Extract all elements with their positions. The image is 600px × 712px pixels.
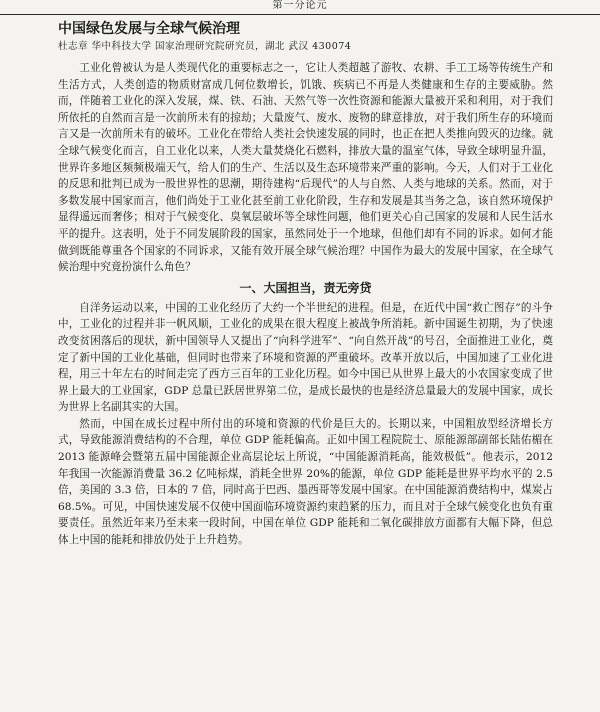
paragraph-intro: 工业化曾被认为是人类现代化的重要标志之一，它让人类超越了游牧、农耕、手工工场等传统生产和生活方式，人类创造的物质财富成几何位数增长，饥饿、疾病已不再是人类健康和生存的主要威胁。然而，伴随着工业化的深入发展，煤、铁、石油、天然气等一次性资源和能源大量被开采和利用，对于我们所依托的自然而言是一次前所未有的掠劫；大量废气、废水、废物的肆意排放，对于我们所生存的环境而言又是一次前所未有的破坏。工业化在带给人类社会快速发展的同时，也正在把人类推向毁灭的边缘。就全球气候变化而言，自工业化以来，人类大量焚烧化石燃料，排放大量的温室气体，导致全球明显升温，世界许多地区频频极端天气，给人们的生产、生活以及生态环境带来严重的影响。今天，人们对于工业化的反思和批判已成为一股世界性的思潮，期待建构“后现代”的人与自然、人类与地球的关系。然而，对于多数发展中国家而言，他们尚处于工业化甚至前工业化阶段，生存和发展是其当务之急，该自然环境保护显得遥远而奢侈；相对于气候变化、臭氧层破坏等全球性问题，他们更关心自己国家的发展和人民生活水平的提升。这表明，处于不同发展阶段的国家，虽然同处于一个地球，但他们却有不同的诉求。如何才能做到既能尊重各个国家的不同诉求，又能有效开展全球气候治理？中国作为最大的发展中国家，在全球气候治理中究竟扮演什么角色？	[58, 62, 553, 274]
section-heading-1: 一、大国担当，责无旁贷	[239, 280, 372, 295]
paragraph-section1-b: 然而，中国在成长过程中所付出的环境和资源的代价是巨大的。长期以来，中国粗放型经济增长方式，导致能源消费结构的不合理，单位 GDP 能耗偏高。正如中国工程院院士、原能源部副部长陆佑楣在 2013 能源峰会暨第五届中国能源企业高层论坛上所说，“中国能源消耗高，能效极低”。他表示，2012 年我国一次能源消费量 36.2 亿吨标煤，消耗全世界 20%的能源，单位 GDP 能耗是世界平均水平的 2.5 倍，美国的 3.3 倍，日本的 7 倍，同时高于巴西、墨西哥等发展中国家。在中国能源消费结构中，煤炭占 68.5%。可见，中国快速发展不仅使中国面临环境资源约束趋紧的压力，而且对于全球气候变化也负有重要责任。虽然近年来乃至未来一段时间，中国在单位 GDP 能耗和二氧化碳排放方面都有大幅下降，但总体上中国的能耗和排放仍处于上升趋势。	[58, 417, 553, 547]
running-header-label: 第一分论元	[272, 0, 328, 11]
author-byline: 杜志章 华中科技大学 国家治理研究院研究员，湖北 武汉 430074	[58, 41, 352, 52]
running-header	[0, 0, 600, 15]
article-title: 中国绿色发展与全球气候治理	[58, 21, 240, 37]
article-body	[58, 60, 553, 549]
paragraph-section1-a: 自洋务运动以来，中国的工业化经历了大约一个半世纪的进程。但是，在近代中国“救亡图存”的斗争中，工业化的过程并非一帆风顺，工业化的成果在很大程度上被战争所消耗。新中国诞生初期，为了快速改变贫困落后的现状，新中国领导人又提出了“向科学进军”、“向自然开战”的号召，全面推进工业化，奠定了新中国的工业化基础，但同时也带来了环境和资源的严重破坏。改革开放以后，中国加速了工业化进程，用三十年左右的时间走完了西方三百年的工业化历程。如今中国已从世界上最大的小农国家变成了世界上最大的工业国家，GDP 总量已跃居世界第二位，是成长最快的也是经济总量最大的发展中国家，成长为世界上名副其实的大国。	[58, 301, 553, 414]
